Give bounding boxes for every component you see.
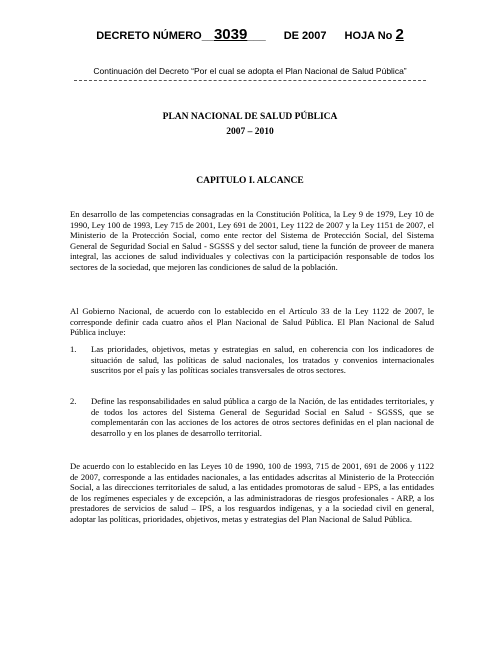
- plan-title: PLAN NACIONAL DE SALUD PÚBLICA: [162, 112, 338, 122]
- list-item-number: 1.: [70, 344, 77, 354]
- decree-header: [0, 26, 500, 43]
- page-number: 2: [395, 26, 404, 43]
- page-label: HOJA No: [344, 30, 393, 42]
- list-item-text: Las prioridades, objetivos, metas y estrategias en salud, en coherencia con los indicadores de situación de salud, las políticas de salud nacionales, los tratados y convenios internacionales suscritos por el país y las políticas sociales transversales de otros sectores.: [91, 344, 434, 376]
- paragraph-government: Al Gobierno Nacional, de acuerdo con lo establecido en el Artículo 33 de la Ley 1122 de 2007, le corresponde definir cada cuatro años el Plan Nacional de Salud Pública. El Plan Nacional de Salud Pública incluye:: [70, 306, 434, 338]
- decree-label: DECRETO NÚMERO__: [96, 30, 214, 42]
- chapter-heading: CAPITULO I. ALCANCE: [196, 176, 304, 186]
- paragraph-competencies: En desarrollo de las competencias consagradas en la Constitución Política, la Ley 9 de 1979, Ley 10 de 1990, Ley 100 de 1993, Ley 715 de 2001, Ley 691 de 2001, Ley 1122 de 2007 y la Ley 1151 de 2007, el Ministerio de la Protección Social, como ente rector del Sistema de Protección Social, del Sistema General de Seguridad Social en Salud - SGSSS y del sector salud, tiene la función de proveer de manera integral, las acciones de salud individuales y colectivas con la participación responsable de todos los sectores de la sociedad, que mejoren las condiciones de salud de la población.: [70, 209, 434, 272]
- continuation-line: Continuación del Decreto “Por el cual se adopta el Plan Nacional de Salud Pública”: [93, 66, 407, 76]
- decree-year: DE 2007: [283, 30, 327, 42]
- decree-number-trail: ___: [247, 30, 266, 42]
- dashed-divider: [74, 80, 426, 81]
- list-item-text: Define las responsabilidades en salud pública a cargo de la Nación, de las entidades territoriales, y de todos los actores del Sistema General de Seguridad Social en Salud - SGSSS, que se complementarán con las acciones de los actores de otros sectores definidas en el plan nacional de desarrollo y en los planes de desarrollo territorial.: [91, 396, 434, 438]
- paragraph-responsibilities: De acuerdo con lo establecido en las Leyes 10 de 1990, 100 de 1993, 715 de 2001, 691 de 2006 y 1122 de 2007, corresponde a las entidades nacionales, a las entidades adscritas al Ministerio de la Protección Social, a las direcciones territoriales de salud, a las entidades promotoras de salud - EPS, a las entidades de los regímenes especiales y de excepción, a las administradoras de riesgos profesionales - ARP, a los prestadores de servicios de salud – IPS, a los resguardos indígenas, y a la sociedad civil en general, adoptar las políticas, prioridades, objetivos, metas y estrategias del Plan Nacional de Salud Pública.: [70, 461, 434, 524]
- decree-number: 3039: [213, 26, 248, 43]
- list-item-number: 2.: [70, 396, 77, 406]
- plan-period: 2007 – 2010: [226, 127, 274, 137]
